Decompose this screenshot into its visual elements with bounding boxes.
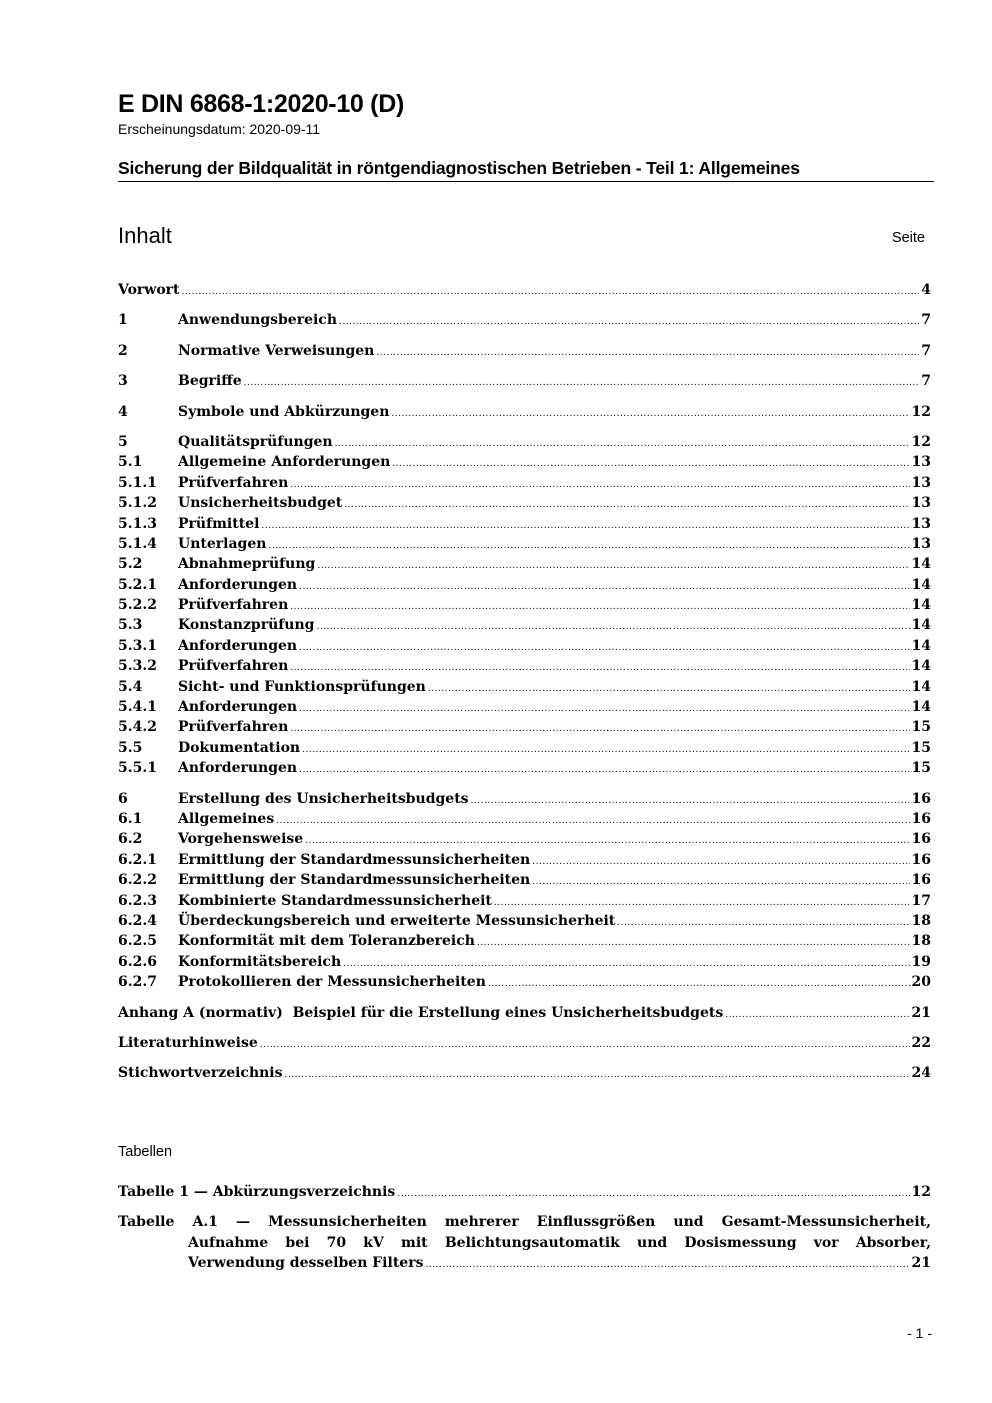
toc-leader (343, 954, 909, 974)
toc-leader (316, 617, 909, 637)
toc-entry-title: Unsicherheitsbudget (178, 495, 343, 512)
toc-entry-page: 16 (911, 872, 931, 889)
toc-entry-page: 13 (911, 515, 931, 532)
toc-entry-title: Anforderungen (178, 637, 298, 654)
toc-entry-page: 12 (911, 403, 931, 420)
toc-leader (344, 495, 909, 515)
toc-entry-page: 7 (921, 373, 931, 390)
table-entry-page: 12 (911, 1184, 931, 1200)
toc-entry-title: Konformitätsbereich (178, 953, 342, 970)
toc-entry-page: 4 (921, 282, 931, 298)
toc-entry-number: 5.5 (118, 739, 143, 756)
toc-entry-number: 5.5.1 (118, 760, 157, 777)
toc-entry[interactable] (118, 891, 931, 911)
toc-entry[interactable] (118, 758, 931, 778)
toc-entry-number: 6.2 (118, 831, 143, 848)
toc-leader (335, 434, 910, 454)
toc-entry-number: 6.2.6 (118, 953, 157, 970)
toc-entry-page: 14 (911, 637, 931, 654)
toc-entry-number: 5.4.1 (118, 699, 157, 716)
toc-entry-title: Anforderungen (178, 760, 298, 777)
toc-leader (260, 1035, 910, 1055)
toc-entry-title: Anforderungen (178, 699, 298, 716)
toc-entry-title: Stichwortverzeichnis (118, 1065, 283, 1082)
toc-entry-number: 5.4 (118, 678, 143, 695)
toc-leader (244, 373, 920, 393)
toc-entry[interactable] (118, 341, 931, 361)
toc-entry-number: 5.1.3 (118, 515, 157, 532)
toc-entry-title: Unterlagen (178, 535, 267, 552)
toc-leader (397, 1184, 909, 1204)
toc-entry-title: Dokumentation (178, 739, 301, 756)
toc-entry-page: 21 (911, 1004, 931, 1021)
toc-entry[interactable] (118, 738, 931, 758)
toc-entry-title: Konstanzprüfung (178, 617, 315, 634)
toc-entry-title: Vorgehensweise (178, 831, 304, 848)
toc-entry-number: 6.2.5 (118, 933, 157, 950)
toc-leader (290, 719, 909, 739)
toc-entry-page: 7 (921, 342, 931, 359)
page-number: - 1 - (907, 1325, 932, 1341)
toc-entry[interactable] (118, 789, 931, 809)
toc-entry[interactable] (118, 595, 931, 615)
toc-entry-title: Anforderungen (178, 576, 298, 593)
tables-heading: Tabellen (118, 1144, 173, 1160)
toc-entry[interactable] (118, 952, 931, 972)
toc-entry-number: 5.1.4 (118, 535, 157, 552)
toc-entry-title: Qualitätsprüfungen (178, 433, 333, 450)
toc-entry[interactable] (118, 371, 931, 391)
toc-entry-title: Ermittlung der Standardmessunsicherheiten (178, 872, 531, 889)
toc-leader (276, 811, 909, 831)
toc-entry-title: Normative Verweisungen (178, 342, 375, 359)
toc-entry-page: 19 (911, 953, 931, 970)
toc-entry[interactable] (118, 809, 931, 829)
toc-entry-number: 5 (118, 433, 128, 450)
toc-entry[interactable] (118, 870, 931, 890)
toc-entry-page: 14 (911, 556, 931, 573)
toc-entry-page: 13 (911, 495, 931, 512)
toc-entry-page: 15 (911, 760, 931, 777)
toc-entry[interactable] (118, 850, 931, 870)
toc-entry-page: 24 (911, 1065, 931, 1082)
toc-entry-number: 5.1.2 (118, 495, 157, 512)
toc-leader (617, 913, 909, 933)
toc-entry[interactable] (118, 829, 931, 849)
publication-date: Erscheinungsdatum: 2020-09-11 (118, 121, 321, 137)
toc-entry-number: 5.2.2 (118, 597, 157, 614)
toc-entry-page: 15 (911, 719, 931, 736)
toc-entry-title: Prüfverfahren (178, 597, 289, 614)
toc-leader (425, 1255, 909, 1275)
toc-entry[interactable] (118, 534, 931, 554)
toc-entry[interactable] (118, 514, 931, 534)
toc-entry-page: 14 (911, 658, 931, 675)
toc-leader (302, 740, 909, 760)
table-entry-title-line: Tabelle A.1 — Messunsicherheiten mehrerer Einflussgrößen und Gesamt-Messunsicherheit, (118, 1214, 931, 1231)
toc-entry-title: Begriffe (178, 373, 242, 390)
toc-entry[interactable] (118, 575, 931, 595)
document-title: Sicherung der Bildqualität in röntgendiagnostischen Betrieben - Teil 1: Allgemeines (118, 158, 934, 182)
toc-entry[interactable] (118, 677, 931, 697)
toc-leader (392, 454, 909, 474)
toc-entry-title: Ermittlung der Standardmessunsicherheiten (178, 851, 531, 868)
toc-entry-number: 2 (118, 342, 128, 359)
toc-entry-title: Anhang A (normativ) Beispiel für die Erstellung eines Unsicherheitsbudgets (118, 1004, 724, 1021)
toc-entry-title: Allgemeine Anforderungen (178, 454, 391, 471)
toc-entry-number: 5.3 (118, 617, 143, 634)
toc-entry-title: Prüfverfahren (178, 474, 289, 491)
toc-entry[interactable] (118, 972, 931, 992)
toc-leader (317, 556, 909, 576)
toc-entry-title: Allgemeines (178, 810, 275, 827)
toc-entry-number: 6.2.1 (118, 851, 157, 868)
toc-entry[interactable] (118, 310, 931, 330)
table-entry-title-line: Verwendung desselben Filters (188, 1255, 424, 1272)
toc-entry-number: 4 (118, 403, 128, 420)
toc-entry[interactable] (118, 615, 931, 635)
toc-entry[interactable] (118, 717, 931, 737)
toc-entry-number: 6.1 (118, 810, 143, 827)
toc-entry-page: 16 (911, 831, 931, 848)
toc-entry-title: Prüfverfahren (178, 658, 289, 675)
toc-leader (488, 974, 910, 994)
toc-entry-page: 14 (911, 699, 931, 716)
toc-entry[interactable] (118, 636, 931, 656)
toc-leader (532, 852, 909, 872)
toc-entry-number: 5.1.1 (118, 474, 157, 491)
toc-leader (725, 1005, 909, 1025)
toc-entry-title: Überdeckungsbereich und erweiterte Messunsicherheit (178, 912, 616, 929)
toc-entry[interactable] (118, 493, 931, 513)
toc-entry-title: Vorwort (118, 282, 180, 298)
toc-leader (299, 760, 909, 780)
toc-entry-page: 15 (911, 739, 931, 756)
toc-entry-page: 13 (911, 454, 931, 471)
toc-entry-number: 6 (118, 790, 128, 807)
document-id: E DIN 6868-1:2020-10 (D) (118, 90, 404, 118)
toc-entry-number: 5.2.1 (118, 576, 157, 593)
toc-entry-page: 22 (911, 1034, 931, 1051)
toc-entry-page: 13 (911, 535, 931, 552)
toc-leader (305, 831, 909, 851)
toc-entry-number: 6.2.3 (118, 892, 157, 909)
toc-entry-number: 5.2 (118, 556, 143, 573)
toc-leader (477, 933, 910, 953)
toc-entry[interactable] (118, 554, 931, 574)
toc-entry-page: 14 (911, 597, 931, 614)
toc-entry-title: Literaturhinweise (118, 1034, 258, 1051)
toc-heading: Inhalt (118, 223, 172, 248)
toc-entry[interactable] (118, 1003, 931, 1023)
toc-entry-number: 5.3.2 (118, 658, 157, 675)
table-entry-page: 21 (911, 1255, 931, 1272)
toc-entry[interactable] (118, 473, 931, 493)
toc-leader (261, 516, 909, 536)
toc-entry-title: Konformität mit dem Toleranzbereich (178, 933, 475, 950)
table-entry[interactable] (118, 1182, 931, 1202)
toc-entry-title: Erstellung des Unsicherheitsbudgets (178, 790, 469, 807)
toc-entry-page: 20 (911, 974, 931, 991)
toc-leader (290, 658, 909, 678)
toc-leader (268, 536, 909, 556)
toc-entry-title: Kombinierte Standardmessunsicherheit (178, 892, 492, 909)
toc-entry[interactable] (118, 931, 931, 951)
toc-entry-page: 14 (911, 678, 931, 695)
table-of-contents (118, 280, 931, 1084)
table-entry-title-line: Aufnahme bei 70 kV mit Belichtungsautomatik und Dosismessung vor Absorber, (188, 1234, 931, 1251)
toc-entry-title: Anwendungsbereich (178, 312, 337, 329)
page-column-heading: Seite (891, 230, 925, 246)
table-entry-title: Tabelle 1 — Abkürzungsverzeichnis (118, 1184, 396, 1200)
table-entry[interactable] (118, 1212, 931, 1273)
toc-entry-number: 6.2.4 (118, 912, 157, 929)
toc-entry-page: 7 (921, 312, 931, 329)
table-entry-last-line (118, 1253, 931, 1273)
toc-entry-title: Protokollieren der Messunsicherheiten (178, 974, 486, 991)
toc-entry-title: Sicht- und Funktionsprüfungen (178, 678, 426, 695)
toc-entry-page: 18 (911, 933, 931, 950)
toc-entry-title: Prüfmittel (178, 515, 260, 532)
toc-entry[interactable] (118, 432, 931, 452)
toc-entry[interactable] (118, 402, 931, 422)
toc-leader (299, 699, 909, 719)
toc-leader (339, 312, 919, 332)
toc-entry-title: Symbole und Abkürzungen (178, 403, 390, 420)
toc-entry-number: 1 (118, 312, 128, 329)
toc-entry-page: 17 (911, 892, 931, 909)
toc-entry-page: 18 (911, 912, 931, 929)
toc-leader (494, 893, 910, 913)
toc-leader (376, 343, 919, 363)
toc-entry-page: 13 (911, 474, 931, 491)
toc-leader (428, 679, 910, 699)
toc-entry[interactable] (118, 656, 931, 676)
toc-entry[interactable] (118, 911, 931, 931)
toc-entry[interactable] (118, 697, 931, 717)
toc-entry-number: 5.3.1 (118, 637, 157, 654)
toc-leader (299, 638, 909, 658)
toc-entry-page: 16 (911, 810, 931, 827)
toc-leader (471, 791, 910, 811)
toc-leader (285, 1065, 910, 1085)
toc-entry-title: Prüfverfahren (178, 719, 289, 736)
toc-entry-page: 12 (911, 433, 931, 450)
toc-entry[interactable] (118, 280, 931, 300)
toc-entry-number: 6.2.7 (118, 974, 157, 991)
toc-entry-page: 14 (911, 576, 931, 593)
toc-entry-number: 3 (118, 373, 128, 390)
list-of-tables (118, 1182, 931, 1274)
toc-entry-title: Abnahmeprüfung (178, 556, 316, 573)
toc-entry-page: 16 (911, 851, 931, 868)
toc-entry-number: 5.1 (118, 454, 143, 471)
toc-entry-number: 6.2.2 (118, 872, 157, 889)
toc-entry[interactable] (118, 452, 931, 472)
toc-leader (290, 597, 909, 617)
toc-entry[interactable] (118, 1063, 931, 1083)
toc-entry-page: 16 (911, 790, 931, 807)
toc-leader (391, 404, 909, 424)
toc-leader (290, 475, 909, 495)
toc-entry[interactable] (118, 1033, 931, 1053)
toc-entry-page: 14 (911, 617, 931, 634)
toc-leader (532, 872, 909, 892)
toc-entry-number: 5.4.2 (118, 719, 157, 736)
toc-leader (299, 577, 909, 597)
toc-leader (182, 282, 920, 302)
